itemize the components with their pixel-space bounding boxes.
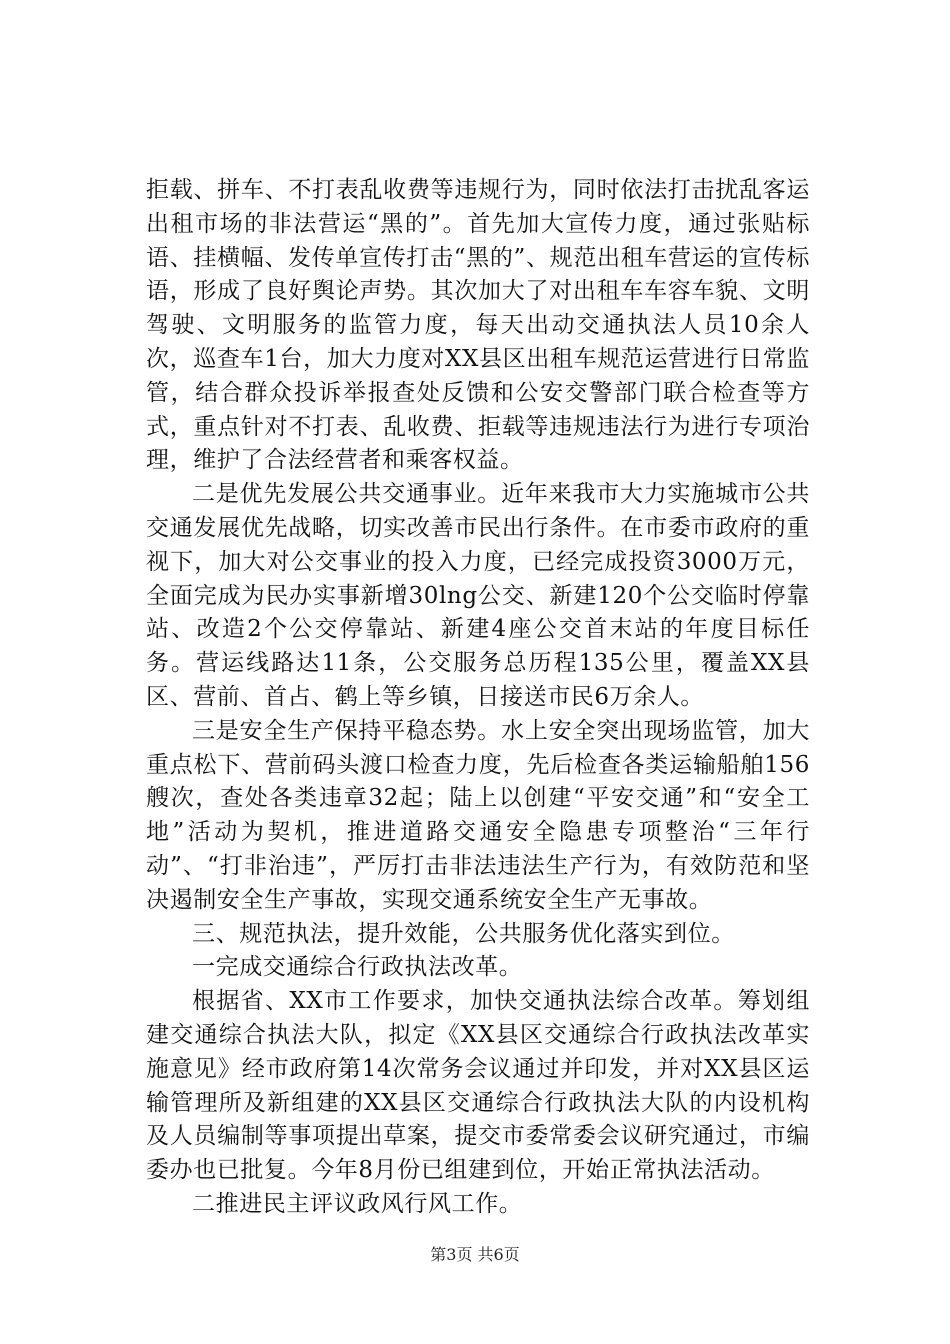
page-footer: 第3页 共6页 xyxy=(430,1245,520,1264)
paragraph-public-transport: 二是优先发展公共交通事业。近年来我市大力实施城市公共交通发展优先战略，切实改善市民出行条件。在市委市政府的重视下，加大对公交事业的投入力度，已经完成投资3000万元，全面完成为民办实事新增30lng公交、新建120个公交临时停靠站、改造2个公交停靠站、新建4座公交首末站的年度目标任务。营运线路达11条，公交服务总历程135公里，覆盖XX县区、营前、首占、鹤上等乡镇，日接送市民6万余人。 xyxy=(146,481,810,710)
document-body xyxy=(146,174,810,1222)
paragraph-safety-production: 三是安全生产保持平稳态势。水上安全突出现场监管，加大重点松下、营前码头渡口检查力度，先后检查各类运输船舶156艘次，查处各类违章32起；陆上以创建“平安交通”和“安全工地”活动为契机，推进道路交通安全隐患专项整治“三年行动”、“打非治违”，严厉打击非法违法生产行为，有效防范和坚决遏制安全生产事故，实现交通系统安全生产无事故。 xyxy=(146,717,810,913)
paragraph-taxi-regulation: 拒载、拼车、不打表乱收费等违规行为，同时依法打击扰乱客运出租市场的非法营运“黑的”。首先加大宣传力度，通过张贴标语、挂横幅、发传单宣传打击“黑的”、规范出租车营运的宣传标语，形成了良好舆论声势。其次加大了对出租车车容车貌、文明驾驶、文明服务的监管力度，每天出动交通执法人员10余人次，巡查车1台，加大力度对XX县区出租车规范运营进行日常监管，结合群众投诉举报查处反馈和公安交警部门联合检查等方式，重点针对不打表、乱收费、拒载等违规违法行为进行专项治理，维护了合法经营者和乘客权益。 xyxy=(146,177,810,474)
subheading-enforcement-reform: 一完成交通综合行政执法改革。 xyxy=(192,954,523,981)
paragraph-enforcement-reform: 根据省、XX市工作要求，加快交通执法综合改革。筹划组建交通综合执法大队，拟定《XX县区交通综合行政执法改革实施意见》经市政府第14次常务会议通过并印发，并对XX县区运输管理所及新组建的XX县区交通综合行政执法大队的内设机构及人员编制等事项提出草案，提交市委常委会议研究通过，市编委办也已批复。今年8月份已组建到位，开始正常执法活动。 xyxy=(146,988,810,1184)
subheading-democratic-review: 二推进民主评议政风行风工作。 xyxy=(192,1190,523,1217)
section-heading-enforcement: 三、规范执法，提升效能，公共服务优化落实到位。 xyxy=(192,920,735,947)
